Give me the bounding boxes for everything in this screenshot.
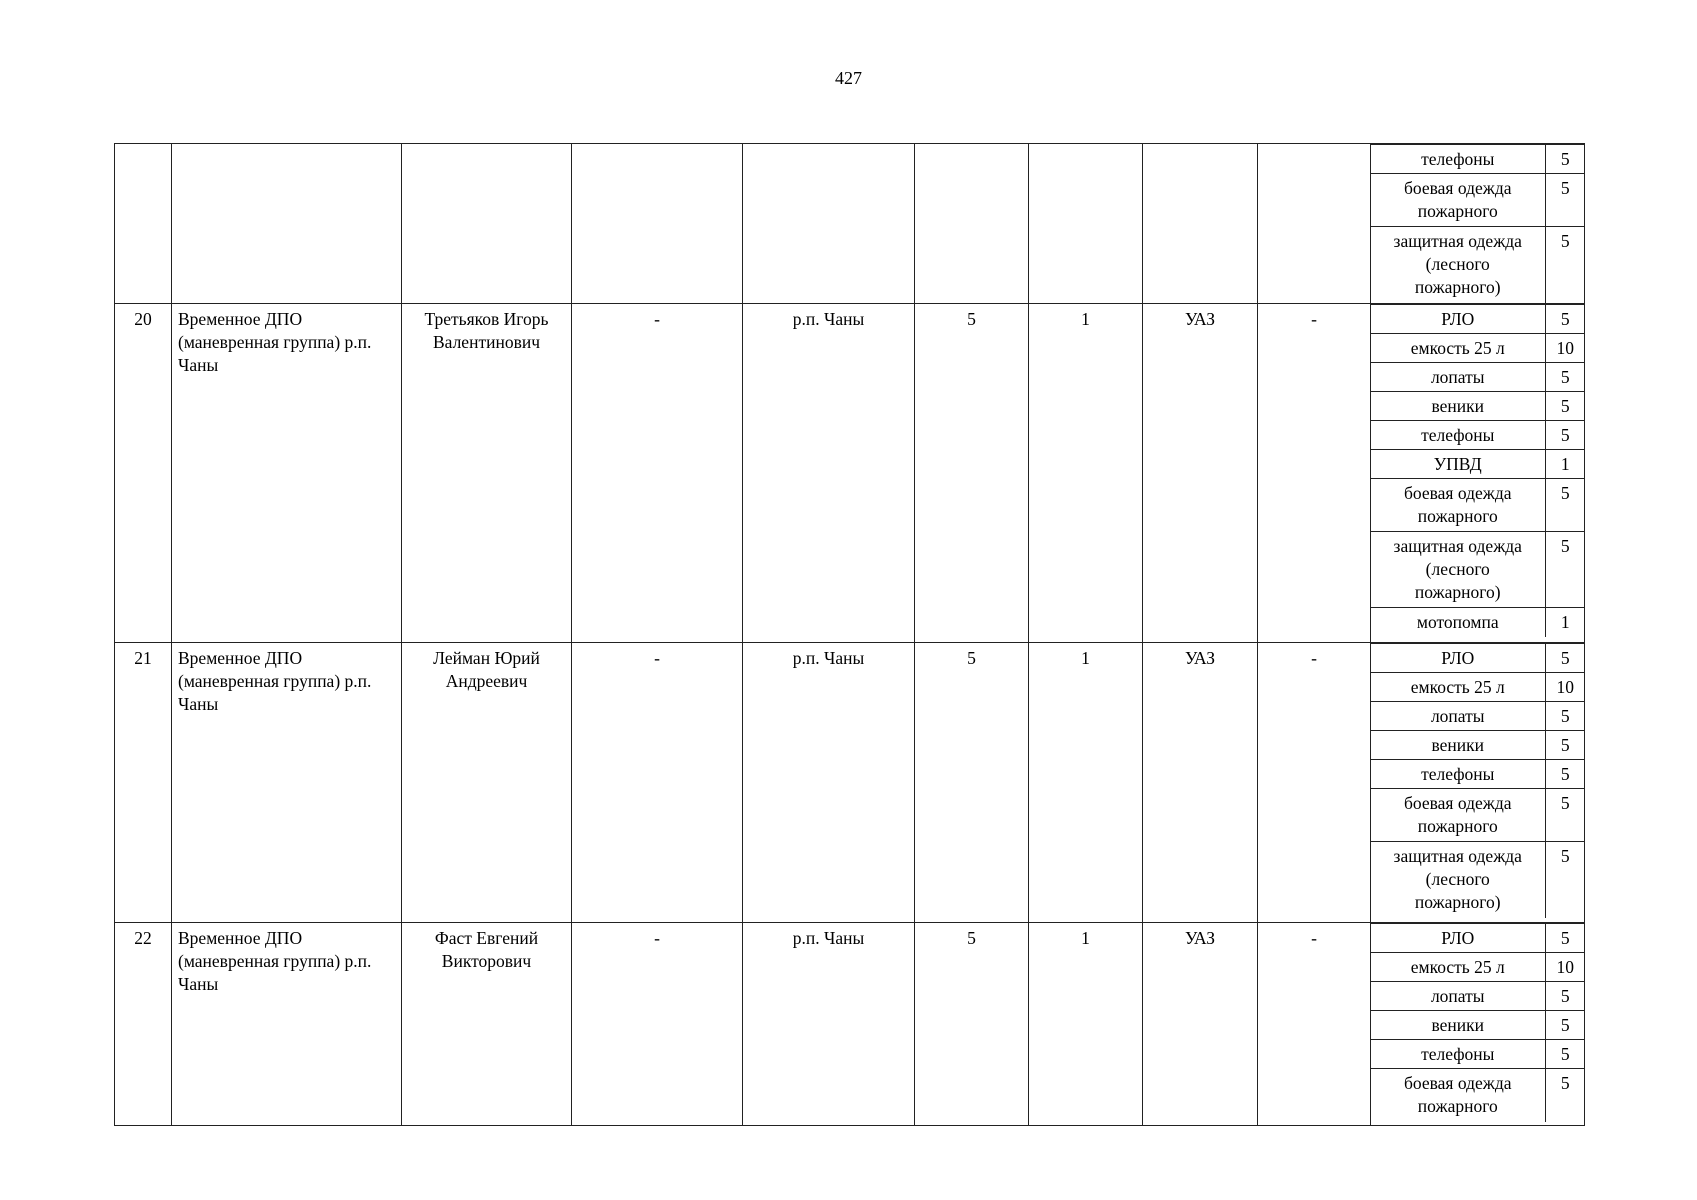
- equipment-item: [1371, 532, 1585, 608]
- row-number: [115, 144, 172, 304]
- location: р.п. Чаны: [743, 923, 915, 1126]
- row-number: 20: [115, 304, 172, 643]
- location: [743, 144, 915, 304]
- equipment-list: [1371, 304, 1585, 637]
- vehicle: УАЗ: [1143, 304, 1258, 643]
- equipment-name: УПВД: [1371, 450, 1545, 479]
- column-9-value: -: [1258, 643, 1371, 923]
- equipment-item: [1371, 924, 1585, 953]
- head-name: Лейман Юрий Андреевич: [402, 643, 572, 923]
- table-row: [115, 923, 1585, 1126]
- equipment-item: [1371, 1011, 1585, 1040]
- equipment-quantity: 5: [1545, 1069, 1585, 1122]
- column-9-value: -: [1258, 304, 1371, 643]
- equipment-item: [1371, 982, 1585, 1011]
- equipment-name: РЛО: [1371, 644, 1545, 673]
- equipment-list: [1371, 923, 1585, 1122]
- column-4-value: -: [572, 643, 743, 923]
- equipment-item: [1371, 702, 1585, 731]
- equipment-quantity: 10: [1545, 334, 1585, 363]
- equipment-item: [1371, 789, 1585, 842]
- equipment-name: защитная одежда (лесного пожарного): [1371, 842, 1545, 918]
- equipment-cell: [1371, 304, 1585, 643]
- head-name: [402, 144, 572, 304]
- units-count: 1: [1029, 304, 1143, 643]
- equipment-cell: [1371, 144, 1585, 304]
- equipment-quantity: 5: [1545, 982, 1585, 1011]
- column-4-value: [572, 144, 743, 304]
- equipment-name: боевая одежда пожарного: [1371, 789, 1545, 842]
- organization-name: Временное ДПО (маневренная группа) р.п. Чаны: [172, 923, 402, 1126]
- equipment-quantity: 5: [1545, 227, 1585, 303]
- equipment-item: [1371, 392, 1585, 421]
- equipment-item: [1371, 673, 1585, 702]
- equipment-quantity: 5: [1545, 702, 1585, 731]
- column-9-value: [1258, 144, 1371, 304]
- equipment-item: [1371, 842, 1585, 918]
- equipment-quantity: 5: [1545, 145, 1585, 174]
- equipment-name: телефоны: [1371, 760, 1545, 789]
- table-row: [115, 643, 1585, 923]
- units-count: [1029, 144, 1143, 304]
- equipment-cell: [1371, 643, 1585, 923]
- equipment-quantity: 5: [1545, 842, 1585, 918]
- column-9-value: -: [1258, 923, 1371, 1126]
- equipment-list: [1371, 643, 1585, 918]
- equipment-name: веники: [1371, 731, 1545, 760]
- equipment-name: боевая одежда пожарного: [1371, 1069, 1545, 1122]
- equipment-item: [1371, 1069, 1585, 1122]
- equipment-quantity: 1: [1545, 608, 1585, 637]
- equipment-item: [1371, 731, 1585, 760]
- organization-name: [172, 144, 402, 304]
- equipment-item: [1371, 1040, 1585, 1069]
- table-body: [115, 144, 1585, 1126]
- equipment-item: [1371, 305, 1585, 334]
- equipment-name: мотопомпа: [1371, 608, 1545, 637]
- equipment-name: боевая одежда пожарного: [1371, 479, 1545, 532]
- people-count: 5: [915, 643, 1029, 923]
- equipment-quantity: 5: [1545, 174, 1585, 227]
- equipment-item: [1371, 953, 1585, 982]
- equipment-name: РЛО: [1371, 305, 1545, 334]
- equipment-quantity: 5: [1545, 421, 1585, 450]
- equipment-cell: [1371, 923, 1585, 1126]
- vehicle: УАЗ: [1143, 643, 1258, 923]
- equipment-list: [1371, 144, 1585, 303]
- vehicle: УАЗ: [1143, 923, 1258, 1126]
- equipment-item: [1371, 760, 1585, 789]
- people-count: 5: [915, 304, 1029, 643]
- page-number: 427: [835, 68, 862, 88]
- equipment-quantity: 5: [1545, 305, 1585, 334]
- equipment-item: [1371, 644, 1585, 673]
- people-count: [915, 144, 1029, 304]
- equipment-name: емкость 25 л: [1371, 953, 1545, 982]
- equipment-item: [1371, 479, 1585, 532]
- equipment-quantity: 5: [1545, 1040, 1585, 1069]
- equipment-name: РЛО: [1371, 924, 1545, 953]
- equipment-item: [1371, 608, 1585, 637]
- equipment-name: веники: [1371, 392, 1545, 421]
- equipment-item: [1371, 145, 1585, 174]
- equipment-name: боевая одежда пожарного: [1371, 174, 1545, 227]
- equipment-name: емкость 25 л: [1371, 334, 1545, 363]
- equipment-name: защитная одежда (лесного пожарного): [1371, 227, 1545, 303]
- equipment-quantity: 5: [1545, 363, 1585, 392]
- row-number: 22: [115, 923, 172, 1126]
- equipment-quantity: 10: [1545, 673, 1585, 702]
- equipment-item: [1371, 227, 1585, 303]
- equipment-quantity: 5: [1545, 789, 1585, 842]
- equipment-name: лопаты: [1371, 363, 1545, 392]
- equipment-quantity: 5: [1545, 924, 1585, 953]
- vehicle: [1143, 144, 1258, 304]
- location: р.п. Чаны: [743, 304, 915, 643]
- row-number: 21: [115, 643, 172, 923]
- equipment-item: [1371, 421, 1585, 450]
- equipment-name: телефоны: [1371, 1040, 1545, 1069]
- table-row: [115, 304, 1585, 643]
- equipment-table: [114, 143, 1585, 1126]
- equipment-name: защитная одежда (лесного пожарного): [1371, 532, 1545, 608]
- equipment-quantity: 5: [1545, 644, 1585, 673]
- organization-name: Временное ДПО (маневренная группа) р.п. Чаны: [172, 304, 402, 643]
- people-count: 5: [915, 923, 1029, 1126]
- equipment-item: [1371, 174, 1585, 227]
- equipment-item: [1371, 450, 1585, 479]
- equipment-name: лопаты: [1371, 982, 1545, 1011]
- equipment-quantity: 5: [1545, 1011, 1585, 1040]
- location: р.п. Чаны: [743, 643, 915, 923]
- equipment-quantity: 5: [1545, 731, 1585, 760]
- head-name: Третьяков Игорь Валентинович: [402, 304, 572, 643]
- equipment-quantity: 5: [1545, 760, 1585, 789]
- equipment-name: емкость 25 л: [1371, 673, 1545, 702]
- equipment-quantity: 1: [1545, 450, 1585, 479]
- equipment-name: веники: [1371, 1011, 1545, 1040]
- equipment-name: телефоны: [1371, 421, 1545, 450]
- column-4-value: -: [572, 923, 743, 1126]
- equipment-item: [1371, 334, 1585, 363]
- equipment-name: телефоны: [1371, 145, 1545, 174]
- units-count: 1: [1029, 643, 1143, 923]
- equipment-item: [1371, 363, 1585, 392]
- equipment-quantity: 5: [1545, 532, 1585, 608]
- units-count: 1: [1029, 923, 1143, 1126]
- equipment-quantity: 10: [1545, 953, 1585, 982]
- table-row: [115, 144, 1585, 304]
- equipment-quantity: 5: [1545, 392, 1585, 421]
- column-4-value: -: [572, 304, 743, 643]
- organization-name: Временное ДПО (маневренная группа) р.п. Чаны: [172, 643, 402, 923]
- head-name: Фаст Евгений Викторович: [402, 923, 572, 1126]
- equipment-name: лопаты: [1371, 702, 1545, 731]
- equipment-quantity: 5: [1545, 479, 1585, 532]
